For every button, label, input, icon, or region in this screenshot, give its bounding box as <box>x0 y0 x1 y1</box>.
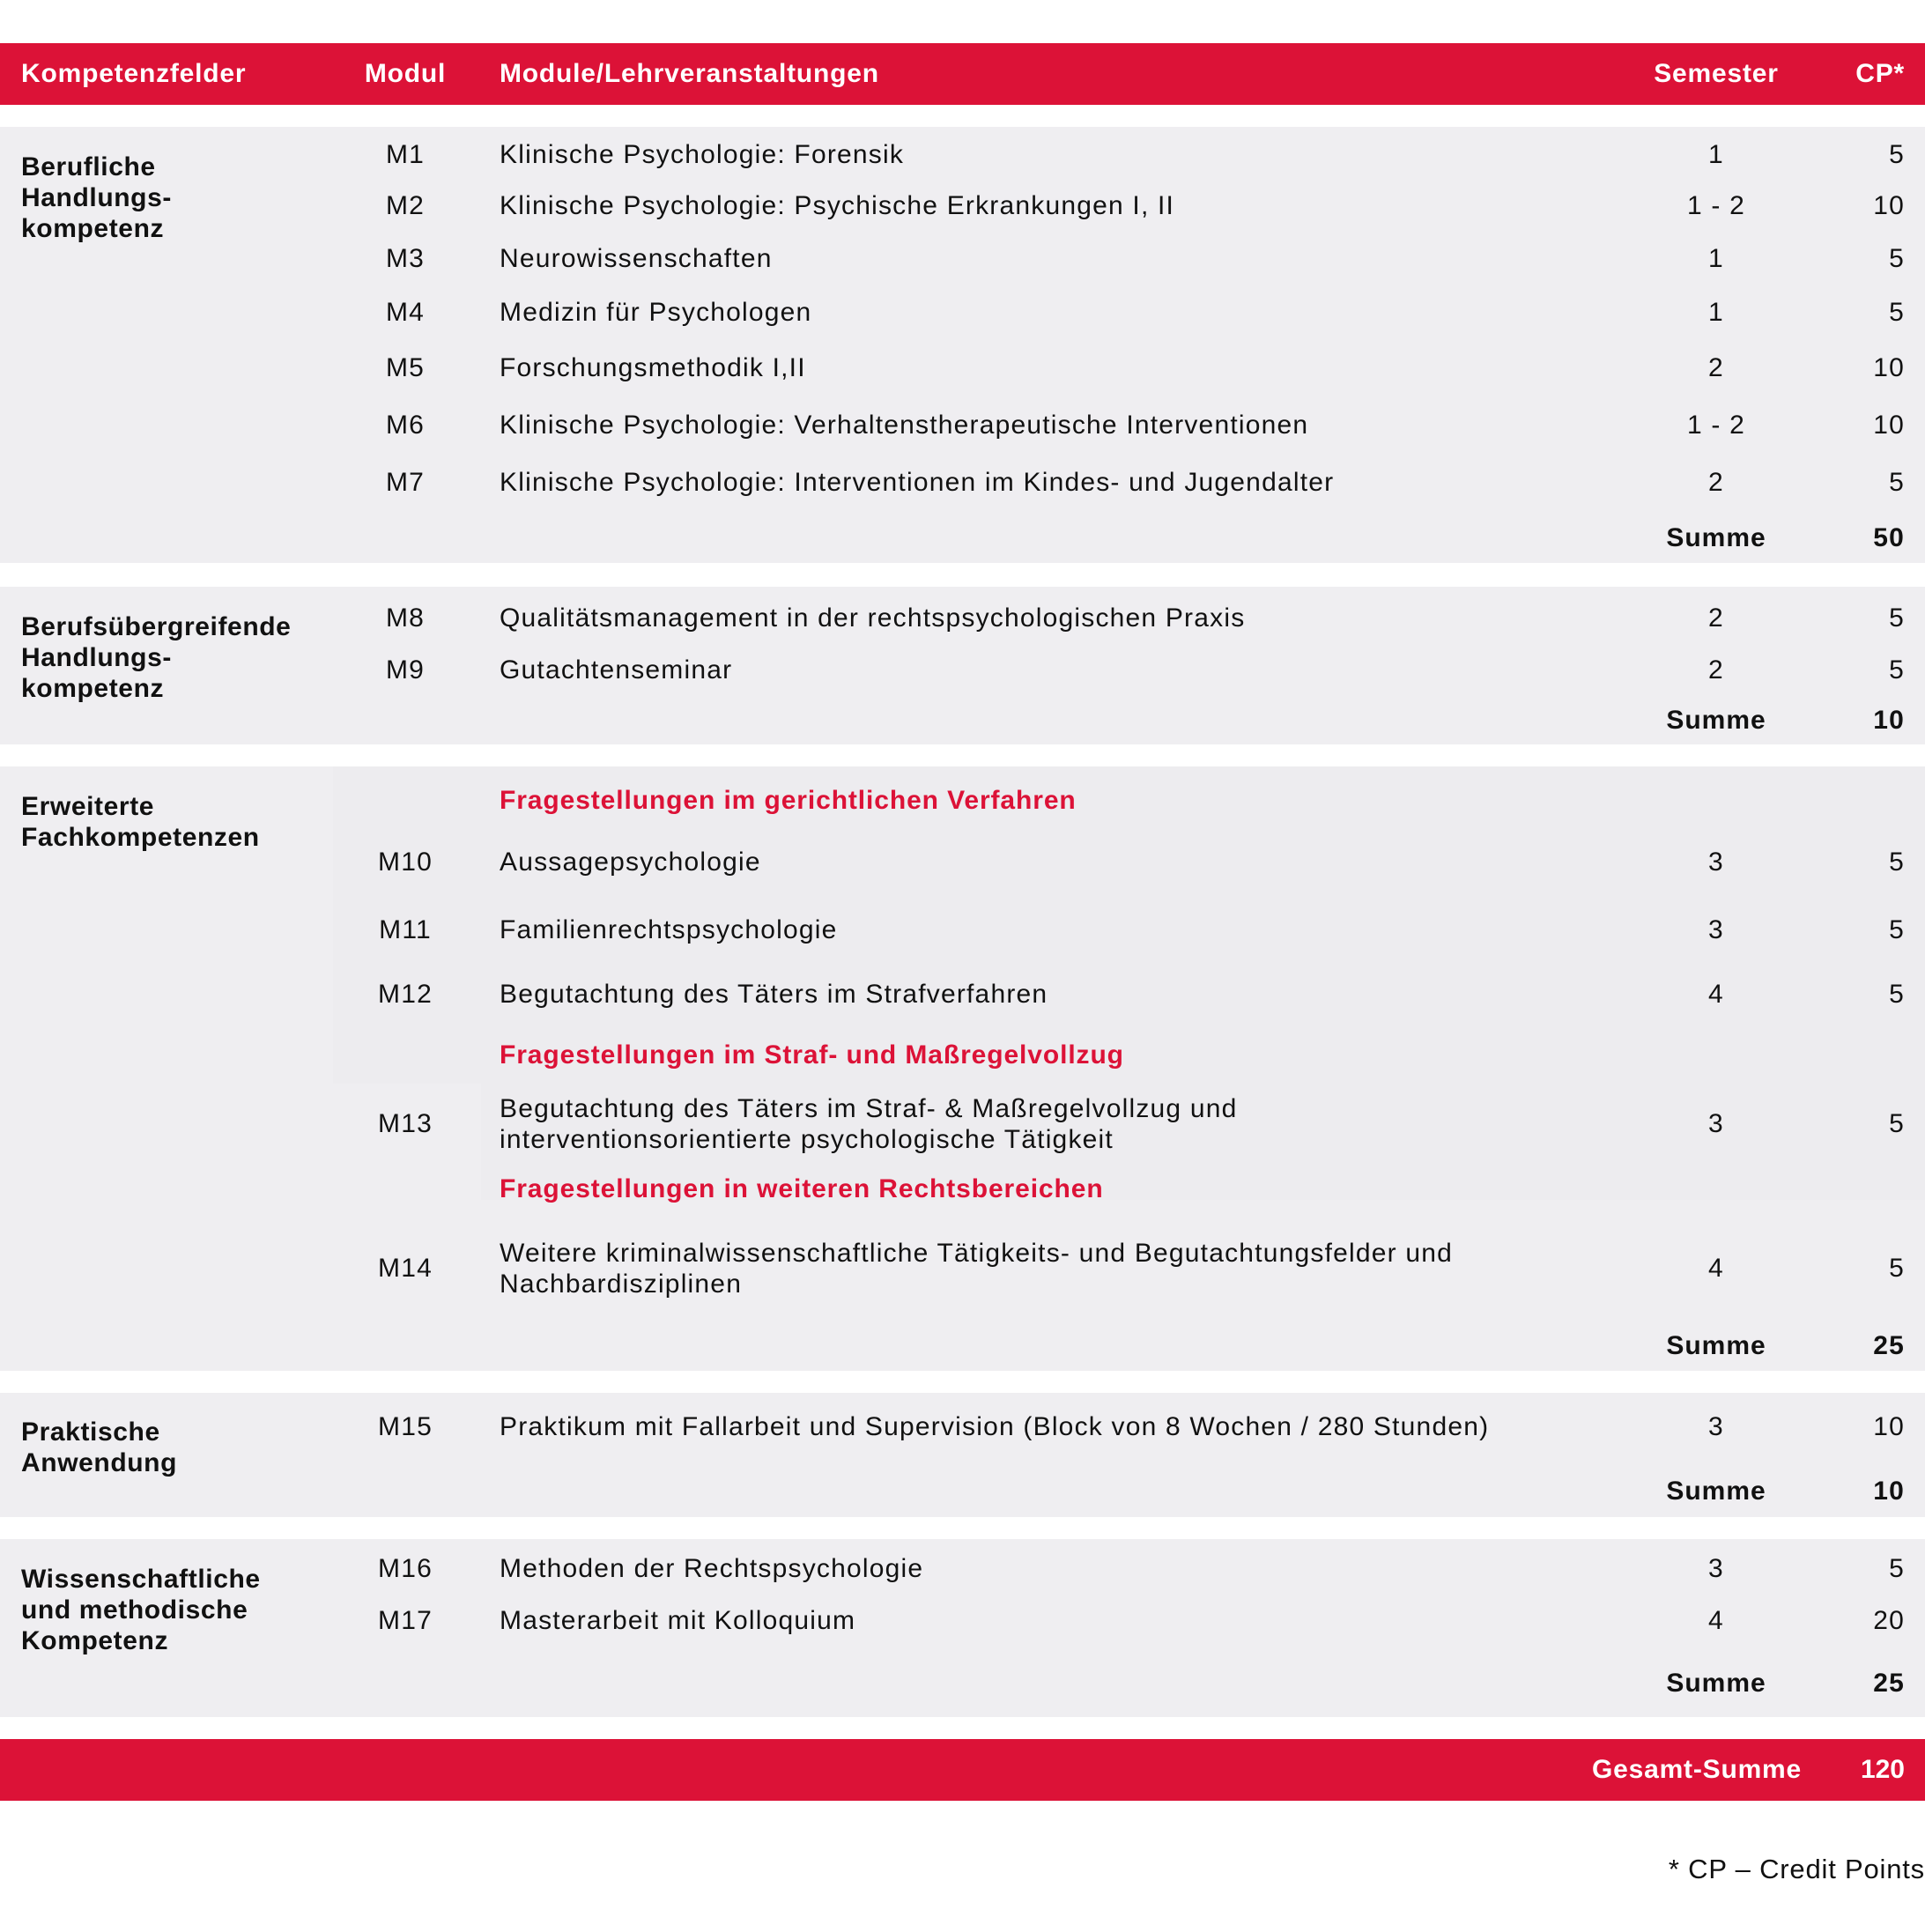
module-semester: 1 <box>1708 298 1724 327</box>
module-code: M9 <box>385 655 426 685</box>
module-code: M15 <box>378 1412 433 1441</box>
module-cp: 5 <box>1889 915 1905 944</box>
sum-value: 25 <box>1873 1331 1905 1360</box>
module-semester: 2 <box>1708 603 1724 633</box>
module-title: Methoden der Rechtspsychologie <box>500 1554 924 1583</box>
total-value: 120 <box>1860 1755 1905 1784</box>
module-semester: 2 <box>1708 468 1724 497</box>
subheading-straf-massregelvollzug: Fragestellungen im Straf- und Maßregelvollzug <box>500 1040 1124 1070</box>
module-code: M14 <box>378 1254 433 1283</box>
module-title: Weitere kriminalwissenschaftliche Tätigkeits- und Begutachtungsfelder und Nachbardisziplinen <box>500 1239 1454 1299</box>
header-module-lehrveranstaltungen: Module/Lehrveranstaltungen <box>500 59 879 88</box>
module-title: Familienrechtspsychologie <box>500 915 838 944</box>
module-title: Begutachtung des Täters im Straf- & Maßregelvollzug und interventionsorientierte psychologische Tätigkeit <box>500 1094 1238 1154</box>
module-semester: 4 <box>1708 1606 1724 1635</box>
footnote: * CP – Credit Points <box>1668 1854 1925 1884</box>
module-code: M8 <box>385 603 426 633</box>
module-title: Klinische Psychologie: Psychische Erkrankungen I, II <box>500 191 1175 220</box>
module-code: M6 <box>385 411 426 440</box>
sum-label: Summe <box>1666 1477 1766 1506</box>
module-title: Medizin für Psychologen <box>500 298 812 327</box>
module-title: Begutachtung des Täters im Strafverfahren <box>500 980 1048 1009</box>
module-semester: 4 <box>1708 1254 1724 1283</box>
module-cp: 5 <box>1889 140 1905 169</box>
module-cp: 20 <box>1873 1606 1905 1635</box>
module-title: Forschungsmethodik I,II <box>500 353 806 382</box>
sum-label: Summe <box>1666 1669 1766 1698</box>
subheading-weitere-rechtsbereiche: Fragestellungen in weiteren Rechtsbereichen <box>500 1174 1104 1203</box>
module-title: Aussagepsychologie <box>500 848 761 877</box>
header-kompetenzfelder: Kompetenzfelder <box>21 59 247 88</box>
module-code: M10 <box>378 848 433 877</box>
module-title: Praktikum mit Fallarbeit und Supervision (Block von 8 Wochen / 280 Stunden) <box>500 1412 1490 1441</box>
module-code: M17 <box>378 1606 433 1635</box>
group-wissenschaftliche-methodische-kompetenz <box>0 1539 1925 1717</box>
module-title: Neurowissenschaften <box>500 244 773 273</box>
module-title: Klinische Psychologie: Interventionen im Kindes- und Jugendalter <box>500 468 1335 497</box>
module-code: M11 <box>379 915 432 944</box>
module-semester: 1 <box>1708 244 1724 273</box>
sum-value: 25 <box>1873 1669 1905 1698</box>
module-semester: 3 <box>1708 1109 1724 1138</box>
module-cp: 10 <box>1873 1412 1905 1441</box>
subheading-gerichtliches-verfahren: Fragestellungen im gerichtlichen Verfahren <box>500 786 1077 815</box>
module-title: Klinische Psychologie: Verhaltenstherapeutische Interventionen <box>500 411 1309 440</box>
header-modul: Modul <box>364 59 447 88</box>
module-semester: 2 <box>1708 655 1724 685</box>
module-semester: 3 <box>1708 915 1724 944</box>
module-code: M12 <box>378 980 433 1009</box>
module-semester: 3 <box>1708 848 1724 877</box>
sum-label: Summe <box>1666 706 1766 735</box>
module-semester: 1 <box>1708 140 1724 169</box>
module-cp: 10 <box>1873 191 1905 220</box>
module-code: M2 <box>385 191 426 220</box>
field-label: Wissenschaftliche und methodische Kompetenz <box>21 1565 261 1655</box>
module-cp: 5 <box>1889 468 1905 497</box>
total-row <box>0 1739 1925 1801</box>
sum-value: 10 <box>1873 1477 1905 1506</box>
field-label: Berufsübergreifende Handlungs- kompetenz <box>21 612 292 703</box>
module-code: M4 <box>385 298 426 327</box>
header-semester: Semester <box>1654 59 1779 88</box>
module-code: M13 <box>378 1109 433 1138</box>
module-semester: 4 <box>1708 980 1724 1009</box>
module-semester: 2 <box>1708 353 1724 382</box>
header-cp: CP* <box>1855 59 1905 88</box>
module-cp: 5 <box>1889 1109 1905 1138</box>
module-cp: 5 <box>1889 848 1905 877</box>
field-label: Erweiterte Fachkompetenzen <box>21 792 260 852</box>
sum-label: Summe <box>1666 1331 1766 1360</box>
sum-value: 50 <box>1873 523 1905 552</box>
module-code: M5 <box>385 353 426 382</box>
module-semester: 3 <box>1708 1554 1724 1583</box>
table-header <box>0 43 1925 105</box>
module-semester: 1 - 2 <box>1686 191 1746 220</box>
module-semester: 1 - 2 <box>1686 411 1746 440</box>
module-cp: 5 <box>1889 1254 1905 1283</box>
field-label: Praktische Anwendung <box>21 1418 178 1477</box>
module-cp: 5 <box>1889 298 1905 327</box>
module-title: Qualitätsmanagement in der rechtspsychologischen Praxis <box>500 603 1246 633</box>
field-label: Berufliche Handlungs- kompetenz <box>21 152 172 243</box>
module-semester: 3 <box>1708 1412 1724 1441</box>
module-title: Klinische Psychologie: Forensik <box>500 140 905 169</box>
module-cp: 5 <box>1889 603 1905 633</box>
module-code: M7 <box>385 468 426 497</box>
module-code: M16 <box>378 1554 433 1583</box>
module-cp: 10 <box>1873 353 1905 382</box>
module-title: Masterarbeit mit Kolloquium <box>500 1606 856 1635</box>
module-cp: 5 <box>1889 1554 1905 1583</box>
sum-value: 10 <box>1873 706 1905 735</box>
sum-label: Summe <box>1666 523 1766 552</box>
module-code: M1 <box>385 140 426 169</box>
total-label: Gesamt-Summe <box>1591 1755 1802 1784</box>
module-cp: 5 <box>1889 244 1905 273</box>
module-title: Gutachtenseminar <box>500 655 733 685</box>
module-cp: 10 <box>1873 411 1905 440</box>
module-code: M3 <box>385 244 426 273</box>
module-cp: 5 <box>1889 655 1905 685</box>
module-cp: 5 <box>1889 980 1905 1009</box>
